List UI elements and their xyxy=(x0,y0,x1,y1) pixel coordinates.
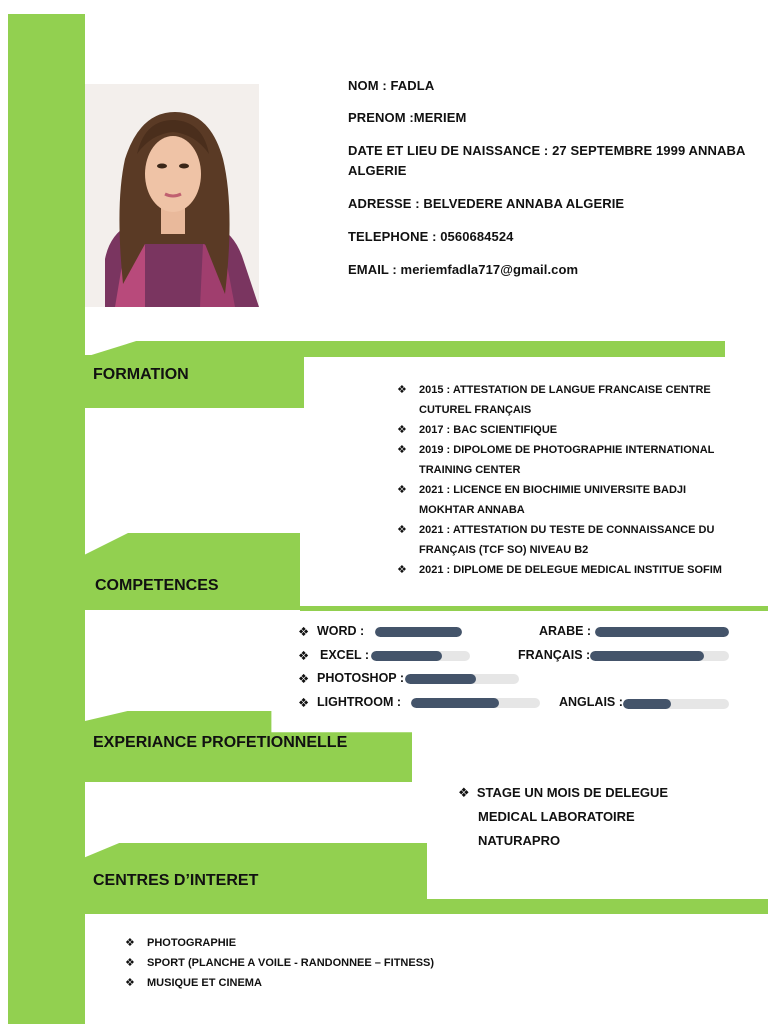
list-item: ❖ 2017 : BAC SCIENTIFIQUE xyxy=(397,420,722,440)
list-item: NATURAPRO xyxy=(478,833,561,848)
firstname-line: PRENOM :MERIEM xyxy=(348,110,467,125)
competences-header-band xyxy=(85,533,300,610)
list-item: FRANÇAIS (TCF SO) NIVEAU B2 xyxy=(419,544,589,556)
portrait-image xyxy=(85,84,259,307)
list-item: ❖ MUSIQUE ET CINEMA xyxy=(125,973,434,993)
competences-line xyxy=(300,606,768,611)
skill-bar-photoshop xyxy=(405,674,519,684)
skill-bar-word xyxy=(375,627,462,637)
list-item: MOKHTAR ANNABA xyxy=(419,504,525,516)
skill-label-lightroom: LIGHTROOM : xyxy=(317,695,402,709)
skill-label-photoshop: PHOTOSHOP : xyxy=(317,671,405,685)
skill-bar-lightroom xyxy=(411,698,540,708)
list-item: ❖ PHOTOGRAPHIE xyxy=(125,933,434,953)
list-item: ❖ 2021 : LICENCE EN BIOCHIMIE UNIVERSITE BADJI xyxy=(397,480,722,500)
experience-title: EXPERIANCE PROFETIONNELLE xyxy=(93,734,348,751)
skill-bar-francais xyxy=(590,651,729,661)
formation-list xyxy=(397,380,722,580)
bullet-diamond-icon: ❖ xyxy=(125,937,135,949)
left-green-stripe xyxy=(8,14,85,1024)
phone-line: TELEPHONE : 0560684524 xyxy=(348,229,514,244)
bullet-diamond-icon: ❖ xyxy=(125,977,135,989)
bullet-diamond-icon: ❖ xyxy=(298,625,310,639)
bullet-diamond-icon: ❖ xyxy=(397,384,407,396)
skill-label-francais: FRANÇAIS : xyxy=(518,648,591,662)
skill-label-arabe: ARABE : xyxy=(539,624,592,638)
skill-label-anglais: ANGLAIS : xyxy=(559,695,623,709)
bullet-diamond-icon: ❖ xyxy=(397,524,407,536)
interets-title: CENTRES D’INTERET xyxy=(93,872,259,889)
list-item: ❖ 2021 : DIPLOME DE DELEGUE MEDICAL INSTITUE SOFIM xyxy=(397,560,722,580)
list-item: TRAINING CENTER xyxy=(419,464,521,476)
list-item: MEDICAL LABORATOIRE xyxy=(478,809,635,824)
list-item: ❖ STAGE UN MOIS DE DELEGUE xyxy=(458,785,669,800)
profile-photo xyxy=(85,84,259,307)
bullet-diamond-icon: ❖ xyxy=(458,785,470,800)
skill-label-word: WORD : xyxy=(317,624,365,638)
list-item: CUTUREL FRANÇAIS xyxy=(419,404,532,416)
skill-bar-arabe xyxy=(595,627,729,637)
list-item: ❖ 2019 : DIPOLOME DE PHOTOGRAPHIE INTERNATIONAL xyxy=(397,440,722,460)
skill-bar-excel xyxy=(371,651,470,661)
experience-block xyxy=(458,781,668,853)
formation-title: FORMATION xyxy=(93,366,189,383)
name-line: NOM : FADLA xyxy=(348,78,435,93)
bullet-diamond-icon: ❖ xyxy=(298,672,310,686)
interets-line xyxy=(427,899,768,914)
bullet-diamond-icon: ❖ xyxy=(298,696,310,710)
list-item: ❖ 2021 : ATTESTATION DU TESTE DE CONNAISSANCE DU xyxy=(397,520,722,540)
skill-bar-anglais xyxy=(623,699,729,709)
bullet-diamond-icon: ❖ xyxy=(397,424,407,436)
bullet-diamond-icon: ❖ xyxy=(397,564,407,576)
interets-list xyxy=(125,933,434,993)
list-item: ❖ 2015 : ATTESTATION DE LANGUE FRANCAISE CENTRE xyxy=(397,380,722,400)
email-line: EMAIL : meriemfadla717@gmail.com xyxy=(348,262,579,277)
skill-label-excel: EXCEL : xyxy=(320,648,370,662)
address-line: ADRESSE : BELVEDERE ANNABA ALGERIE xyxy=(348,196,625,211)
list-item: ❖ SPORT (PLANCHE A VOILE - RANDONNEE – FITNESS) xyxy=(125,953,434,973)
bullet-diamond-icon: ❖ xyxy=(298,649,310,663)
bullet-diamond-icon: ❖ xyxy=(397,444,407,456)
birth-line-1: DATE ET LIEU DE NAISSANCE : 27 SEPTEMBRE 1999 ANNABA xyxy=(348,143,746,158)
competences-title: COMPETENCES xyxy=(95,577,219,594)
bullet-diamond-icon: ❖ xyxy=(397,484,407,496)
birth-line-2: ALGERIE xyxy=(348,163,407,178)
bullet-diamond-icon: ❖ xyxy=(125,957,135,969)
